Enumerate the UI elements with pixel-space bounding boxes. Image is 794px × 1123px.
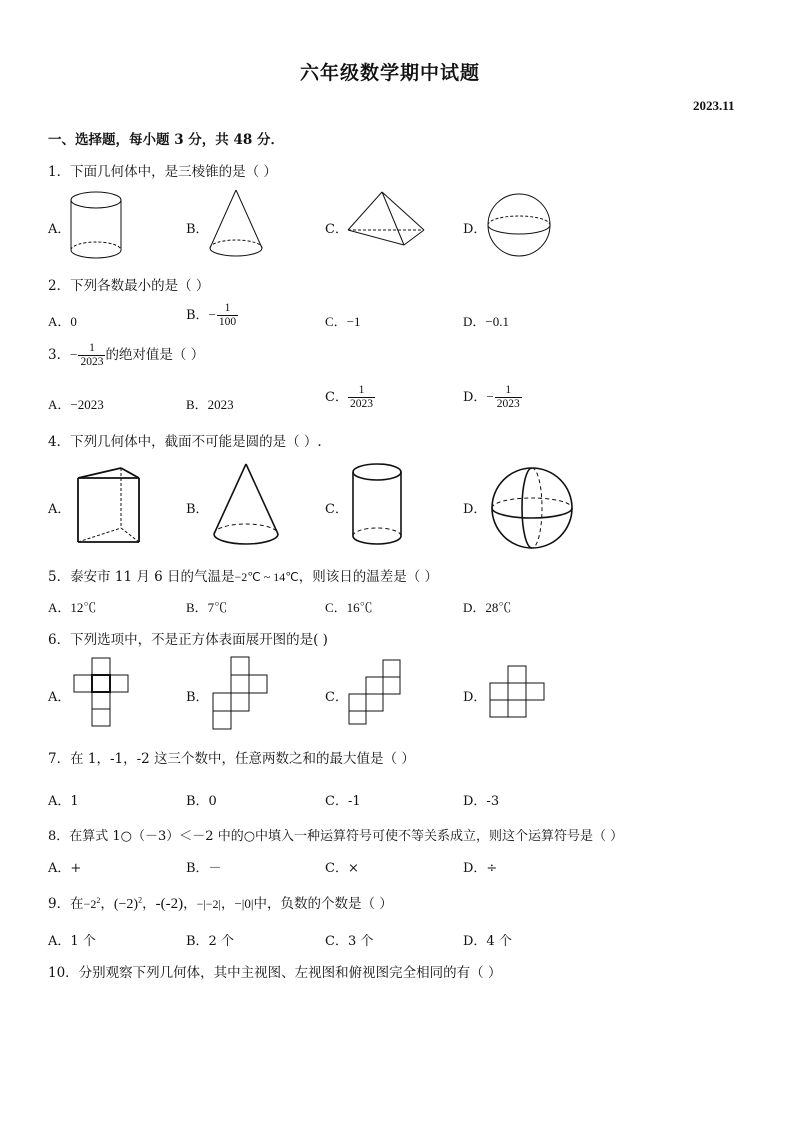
expr-neg-two-squared (84, 897, 101, 911)
denominator: 2023 (349, 398, 373, 411)
exponent: 2 (138, 895, 143, 905)
cube-net-b-figure (212, 656, 270, 732)
q4-option-b-label: B． (186, 502, 209, 517)
q2-option-c: C．−1 (325, 314, 361, 329)
q7-option-b: B．0 (186, 794, 217, 809)
cylinder-figure (350, 462, 406, 550)
q3-option-d-label: D． (463, 390, 487, 406)
q9-option-d: D．4 个 (463, 934, 512, 949)
q6-option-a-label: A． (48, 690, 71, 705)
q3-text: 的绝对值是（ ） (105, 347, 205, 364)
expr-base: (−2) (113, 897, 139, 912)
denominator: 2023 (80, 356, 104, 369)
q1-option-d-label: D． (463, 222, 487, 237)
denominator: 2023 (496, 398, 520, 411)
question-1-text: 1．下面几何体中，是三棱锥的是（ ） (48, 164, 277, 180)
q7-option-a: A．1 (48, 794, 79, 809)
q4-option-a-label: A． (48, 502, 71, 517)
question-9-text: 9．在$-2^2$，$(-2)^2$，-(-2)，−|−2|，−|0|中，负数的个数是（ ） (48, 895, 393, 912)
q8-option-a: A．+ (48, 861, 82, 876)
fraction (217, 302, 238, 329)
numerator: 1 (358, 384, 365, 396)
cube-net-d-figure (490, 664, 546, 722)
cone-figure (206, 188, 266, 260)
q3-option-d: D．− $\frac{1}{2023}$ (463, 384, 520, 411)
q9-prefix: 9．在 (48, 896, 84, 912)
fraction (78, 342, 105, 369)
q6-option-c-label: C． (325, 690, 348, 705)
cone-figure (210, 462, 284, 550)
cube-net-a-figure (74, 656, 130, 730)
q9-option-a: A．1 个 (48, 934, 96, 949)
q5-text-b: ，则该日的温差是（ ） (298, 569, 439, 585)
q4-option-d-label: D． (463, 502, 487, 517)
q8-option-c: C．× (325, 861, 359, 876)
q5-option-b: B．7℃ (186, 600, 228, 615)
expr-paren-neg-two-squared (114, 897, 142, 912)
question-8-text: 8．在算式 1○（－3）＜－2 中的○中填入一种运算符号可使不等关系成立，则这个运算符号是（ ） (48, 829, 624, 844)
q5-option-d: D．28℃ (463, 600, 512, 615)
q3-option-b: B．2023 (186, 397, 234, 412)
q9-suffix: 中，负数的个数是（ ） (253, 896, 393, 912)
q3-option-a: A．−2023 (48, 397, 104, 412)
question-4-text: 4．下列几何体中，截面不可能是圆的是（ ）. (48, 434, 322, 450)
q9-option-b: B．2 个 (186, 934, 234, 949)
numerator: 1 (505, 384, 512, 396)
numerator: 1 (89, 342, 95, 354)
q7-option-c: C．-1 (325, 794, 361, 809)
q3-prefix: 3． (48, 347, 71, 364)
page-title: 六年级数学期中试题 (300, 62, 481, 84)
q2-option-d: D．−0.1 (463, 314, 509, 329)
q6-option-d-label: D． (463, 690, 487, 705)
sphere-figure (490, 466, 574, 550)
cube-net-c-figure (348, 658, 404, 726)
question-5-text (48, 565, 438, 585)
q5-option-a: A．12℃ (48, 600, 97, 615)
section-heading: 一、选择题，每小题 3 分，共 48 分． (48, 132, 284, 148)
expr-neg-paren-neg-two: -(-2) (155, 896, 184, 912)
q9-option-c: C．3 个 (325, 934, 374, 949)
q6-option-b-label: B． (186, 690, 209, 705)
cylinder-figure (68, 190, 126, 262)
question-7-text: 7．在 1，-1，-2 这三个数中，任意两数之和的最大值是（ ） (48, 751, 415, 767)
sphere-figure (486, 192, 552, 258)
temperature-range: −2℃ ~ 14℃ (234, 570, 299, 584)
exponent: 2 (96, 896, 101, 905)
q4-option-c-label: C． (325, 502, 348, 517)
q1-option-c-label: C． (325, 222, 348, 237)
expr-neg-abs-neg-two: −|−2| (196, 897, 221, 911)
triangular-pyramid-figure (346, 190, 426, 250)
expr-base: −2 (83, 897, 97, 911)
q3-option-c (325, 384, 375, 411)
exam-date: 2023.11 (693, 98, 735, 113)
q1-option-b-label: B． (186, 222, 209, 237)
fraction (348, 384, 375, 411)
q1-option-a-label: A． (48, 222, 71, 237)
question-10-text: 10．分别观察下列几何体，其中主视图、左视图和俯视图完全相同的有（ ） (48, 965, 502, 981)
numerator: 1 (224, 302, 231, 314)
triangular-prism-figure (75, 466, 147, 548)
question-3-text: 3．− $\frac{1}{2023}$ 的绝对值是（ ） (48, 342, 205, 369)
q5-option-c: C．16℃ (325, 600, 373, 615)
q8-option-d: D．÷ (463, 861, 498, 876)
q2-option-b-label: B． (186, 308, 209, 324)
q8-option-b: B．－ (186, 861, 222, 876)
q5-text-a: 5．泰安市 11 月 6 日的气温是 (48, 569, 235, 585)
question-2-text: 2．下列各数最小的是（ ） (48, 278, 210, 294)
fraction (495, 384, 522, 411)
q2-option-b: B．− $\frac{1}{100}$ (186, 302, 237, 329)
q2-option-a: A．0 (48, 314, 77, 329)
denominator: 100 (218, 316, 237, 329)
q7-option-d: D．-3 (463, 794, 500, 809)
q3-option-c-label: C． (325, 390, 348, 406)
question-6-text: 6．下列选项中，不是正方体表面展开图的是( ) (48, 632, 328, 648)
expr-neg-abs-zero: −|0| (234, 896, 254, 911)
